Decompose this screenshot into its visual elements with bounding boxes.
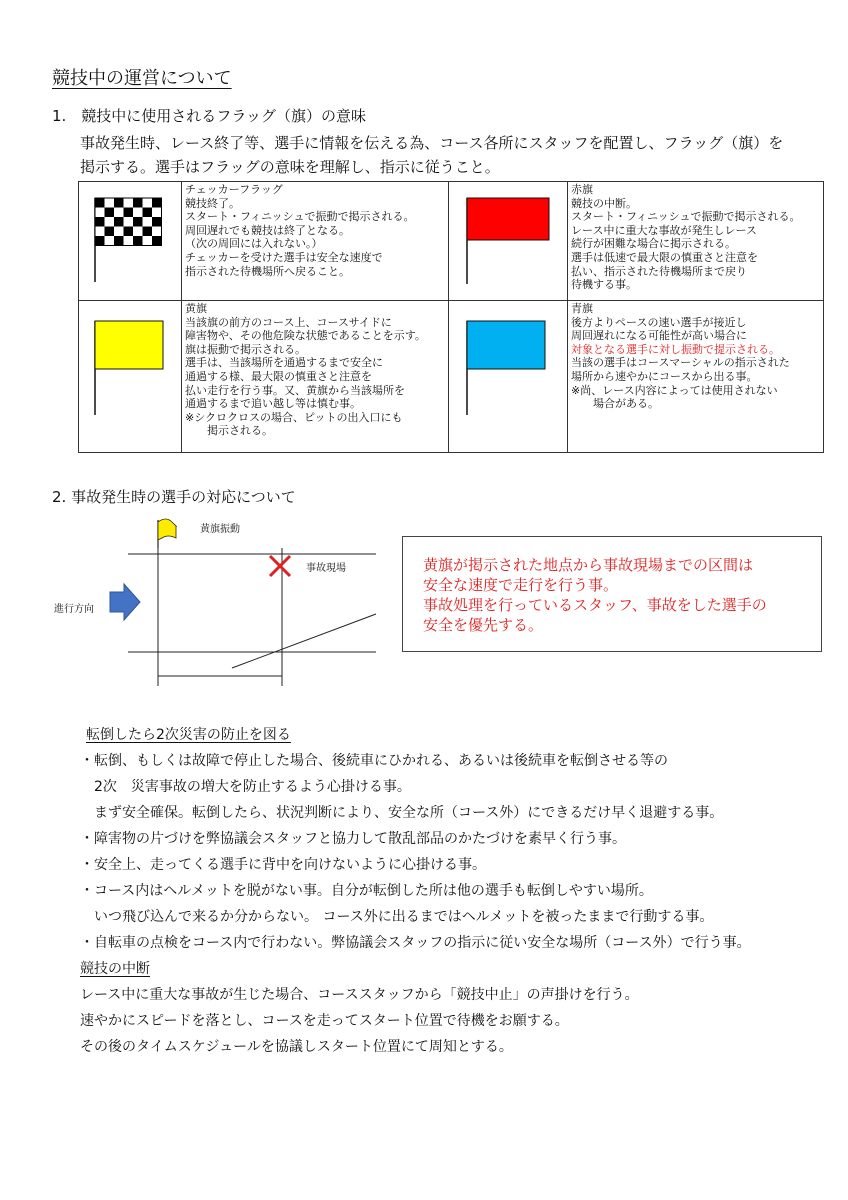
flag-text-line: 青旗 — [571, 302, 593, 315]
checker-square — [133, 236, 143, 246]
flag-text-line: チェッカーを受けた選手は安全な速度で — [185, 250, 383, 264]
flag-text-line: 待機する事。 — [571, 278, 637, 292]
rule-line: 2次 災害事故の増大を防止するよう心掛ける事。 — [80, 779, 411, 795]
checker-square — [95, 217, 105, 227]
callout-line: 事故処理を行っているスタッフ、事故をした選手の — [423, 596, 767, 614]
rule-line: ・障害物の片づけを弊協議会スタッフと協力して散乱部品のかたづけを素早く行う事。 — [80, 831, 626, 847]
yellow-flag-label: 黄旗振動 — [200, 524, 240, 535]
checker-square — [143, 198, 153, 208]
red-flag-cell — [449, 182, 568, 301]
rule-line: ・転倒、もしくは故障で停止した場合、後続車にひかれる、あるいは後続車を転倒させる等の — [80, 753, 668, 769]
flag-text-line: 黄旗 — [185, 302, 207, 315]
flag-text-line: 指示された待機場所へ戻ること。 — [185, 264, 350, 278]
flag-text-line-highlight: 対象となる選手に対し振動で提示される。 — [571, 342, 780, 356]
callout-line: 安全な速度で走行を行う事。 — [423, 576, 619, 594]
accident-diagram — [50, 510, 400, 690]
section2-heading: 2. 事故発生時の選手の対応について — [52, 488, 296, 506]
flag-text-line: 競技の中断。 — [571, 196, 637, 210]
checker-square — [95, 227, 105, 237]
flag-text-line: チェッカーフラッグ — [185, 183, 283, 196]
course-diagram-lines — [50, 510, 400, 690]
checker-flag-cell — [79, 182, 182, 301]
checker-square — [105, 236, 115, 246]
direction-arrow-icon — [110, 584, 140, 620]
flag-text-line: 競技終了。 — [185, 196, 240, 210]
flag-text-line: 通過する様、最大限の慎重さと注意を — [185, 369, 372, 383]
flag-text-line: 周回遅れになる可能性が高い場合に — [571, 329, 747, 343]
flag-text-line: 掲示される。 — [185, 424, 273, 438]
description-line: 事故発生時、レース終了等、選手に情報を伝える為、コース各所にスタッフを配置し、フラッグ（旗）を — [80, 134, 784, 152]
checker-square — [133, 208, 143, 218]
checker-square — [124, 208, 134, 218]
checker-square — [124, 227, 134, 237]
checker-square — [133, 198, 143, 208]
checker-square — [143, 217, 153, 227]
checker-square — [124, 236, 134, 246]
section1-heading: 1. 競技中に使用されるフラッグ（旗）の意味 — [52, 107, 367, 125]
blue-flag-cell — [449, 301, 568, 453]
checker-square — [114, 227, 124, 237]
yellow-flag-small-icon — [158, 519, 177, 540]
checker-square — [124, 198, 134, 208]
blue-flag-icon — [463, 317, 553, 417]
checker-square — [105, 227, 115, 237]
checker-square — [152, 227, 162, 237]
page-title: 競技中の運営について — [52, 68, 232, 89]
flag-text-line: 続行が困難な場合に掲示される。 — [571, 237, 736, 251]
checker-square — [152, 236, 162, 246]
yellow-flag-cell — [79, 301, 182, 453]
flag-text-line: （次の周回には入れない。） — [185, 237, 323, 251]
flag-table — [78, 181, 824, 453]
flag-text-line: 当該の選手はコースマーシャルの指示された — [571, 356, 790, 370]
checker-square — [95, 208, 105, 218]
flag-text-line: スタート・フィニッシュで振動で掲示される。 — [571, 210, 801, 224]
safety-callout — [402, 536, 822, 652]
red-flag-icon — [463, 194, 553, 286]
checker-square — [143, 236, 153, 246]
yellow-flag-description — [182, 301, 449, 453]
flag-text-line: ※尚、レース内容によっては使用されない — [571, 383, 778, 397]
section3-heading: 転倒したら2次災害の防止を図る — [86, 727, 291, 743]
flag-text-line: 周回遅れでも競技は終了となる。 — [185, 223, 350, 237]
red-flag-description — [568, 182, 824, 301]
flag-text-line: 当該旗の前方のコース上、コースサイドに — [185, 315, 392, 329]
flag-text-line: 旗は振動で掲示される。 — [185, 342, 306, 356]
checker-square — [105, 198, 115, 208]
flag-text-line: 障害物や、その他危険な状態であることを示す。 — [185, 329, 426, 343]
checker-square — [152, 217, 162, 227]
yellow-flag-cloth — [95, 321, 163, 369]
checker-square — [114, 236, 124, 246]
checker-flag-description — [182, 182, 449, 301]
checker-square — [95, 198, 105, 208]
checker-square — [114, 198, 124, 208]
blue-flag-cloth — [467, 321, 545, 369]
checker-square — [114, 217, 124, 227]
checker-square — [105, 217, 115, 227]
rule-line: まず安全確保。転倒したら、状況判断により、安全な所（コース外）にできるだけ早く退避する事。 — [80, 805, 724, 821]
checker-square — [152, 208, 162, 218]
interruption-line: その後のタイムスケジュールを協議しスタート位置にて周知とする。 — [80, 1039, 513, 1055]
rule-line: ・自転車の点検をコース内で行わない。弊協議会スタッフの指示に従い安全な場所（コース外）で行う事。 — [80, 935, 751, 951]
checker-square — [124, 217, 134, 227]
checker-square — [105, 208, 115, 218]
checker-square — [152, 198, 162, 208]
flag-text-line: ※シクロクロスの場合、ピットの出入口にも — [185, 410, 403, 424]
rule-line: いつ飛び込んで来るか分からない。 コース外に出るまではヘルメットを被ったままで行動する事。 — [80, 909, 714, 925]
checker-square — [133, 227, 143, 237]
flag-text-line: スタート・フィニッシュで振動で掲示される。 — [185, 210, 415, 224]
rule-line: ・安全上、走ってくる選手に背中を向けないように心掛ける事。 — [80, 857, 486, 873]
yellow-flag-icon — [91, 317, 171, 417]
interruption-heading: 競技の中断 — [80, 961, 150, 977]
checkered-flag-icon — [91, 194, 171, 284]
blue-flag-description — [568, 301, 824, 453]
section1-description — [80, 131, 783, 179]
callout-line: 黄旗が掲示された地点から事故現場までの区間は — [423, 556, 754, 574]
flag-text-line: 赤旗 — [571, 183, 593, 196]
callout-line: 安全を優先する。 — [423, 616, 544, 634]
flag-text-line: 選手は、当該場所を通過するまで安全に — [185, 356, 383, 370]
checker-square — [143, 208, 153, 218]
accident-label: 事故現場 — [306, 563, 346, 574]
rule-line: ・コース内はヘルメットを脱がない事。自分が転倒した所は他の選手も転倒しやすい場所。 — [80, 883, 653, 899]
secondary-accident-section — [80, 722, 751, 1060]
flag-text-line: 払い走行を行う事。又、黄旗から当該場所を — [185, 383, 405, 397]
flag-text-line: 後方よりペースの速い選手が接近し — [571, 315, 747, 329]
flag-text-line: レース中に重大な事故が発生しレース — [571, 223, 757, 237]
flag-text-line: 通過するまで追い越し等は慎む事。 — [185, 397, 361, 411]
description-line: 掲示する。選手はフラッグの意味を理解し、指示に従うこと。 — [80, 158, 500, 176]
interruption-line: 速やかにスピードを落とし、コースを走ってスタート位置で待機をお願する。 — [80, 1013, 569, 1029]
interruption-line: レース中に重大な事故が生じた場合、コーススタッフから「競技中止」の声掛けを行う。 — [80, 987, 639, 1003]
checker-square — [95, 236, 105, 246]
checker-square — [133, 217, 143, 227]
checker-square — [143, 227, 153, 237]
direction-label: 進行方向 — [54, 604, 94, 615]
checker-square — [114, 208, 124, 218]
flag-text-line: 選手は低速で最大限の慎重さと注意を — [571, 250, 758, 264]
flag-text-line: 払い、指示された待機場所まで戻り — [571, 264, 747, 278]
flag-text-line: 場合がある。 — [571, 397, 659, 411]
red-flag-cloth — [467, 198, 549, 240]
flag-text-line: 場所から速やかにコースから出る事。 — [571, 369, 758, 383]
